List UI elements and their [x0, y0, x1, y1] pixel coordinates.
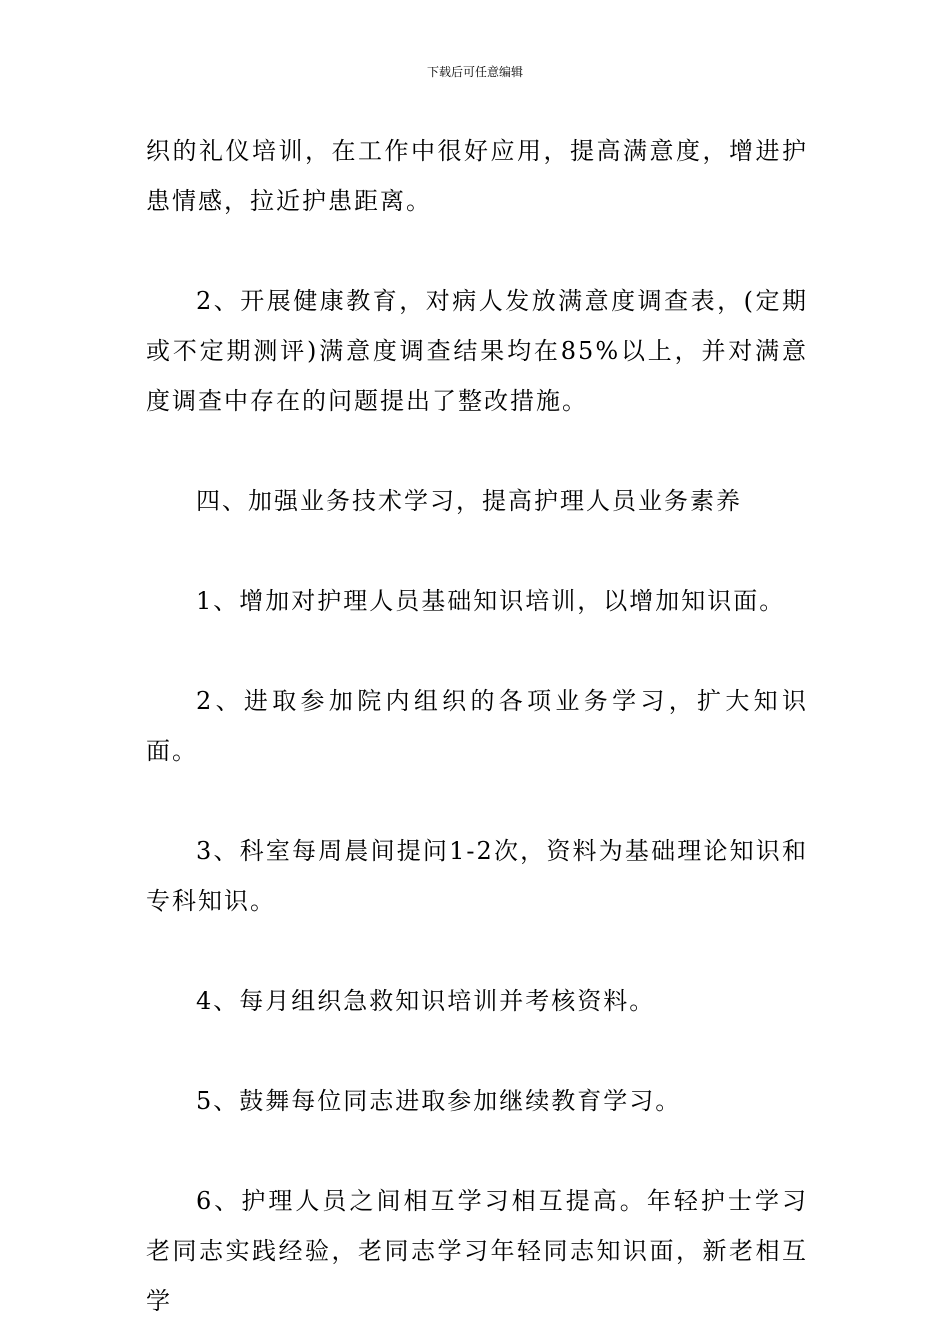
- list-item-3: 3、科室每周晨间提问1-2次，资料为基础理论知识和专科知识。: [146, 837, 808, 915]
- list-item-1: 1、增加对护理人员基础知识培训，以增加知识面。: [196, 587, 786, 615]
- paragraph-continued: 织的礼仪培训，在工作中很好应用，提高满意度，增进护患情感，拉近护患距离。: [146, 137, 808, 215]
- list-item-2: 2、进取参加院内组织的各项业务学习，扩大知识面。: [146, 687, 808, 765]
- paragraph-health-education: 2、开展健康教育，对病人发放满意度调查表，(定期或不定期测评)满意度调查结果均在85%以上，并对满意度调查中存在的问题提出了整改措施。: [146, 287, 808, 415]
- list-item-4: 4、每月组织急救知识培训并考核资料。: [196, 987, 656, 1015]
- section-heading-four: 四、加强业务技术学习，提高护理人员业务素养: [196, 487, 742, 515]
- document-body: [146, 126, 808, 1326]
- list-item-6: 6、护理人员之间相互学习相互提高。年轻护士学习老同志实践经验，老同志学习年轻同志知识面，新老相互学: [146, 1187, 808, 1315]
- page-header-note: 下载后可任意编辑: [426, 65, 523, 79]
- list-item-5: 5、鼓舞每位同志进取参加继续教育学习。: [196, 1087, 682, 1115]
